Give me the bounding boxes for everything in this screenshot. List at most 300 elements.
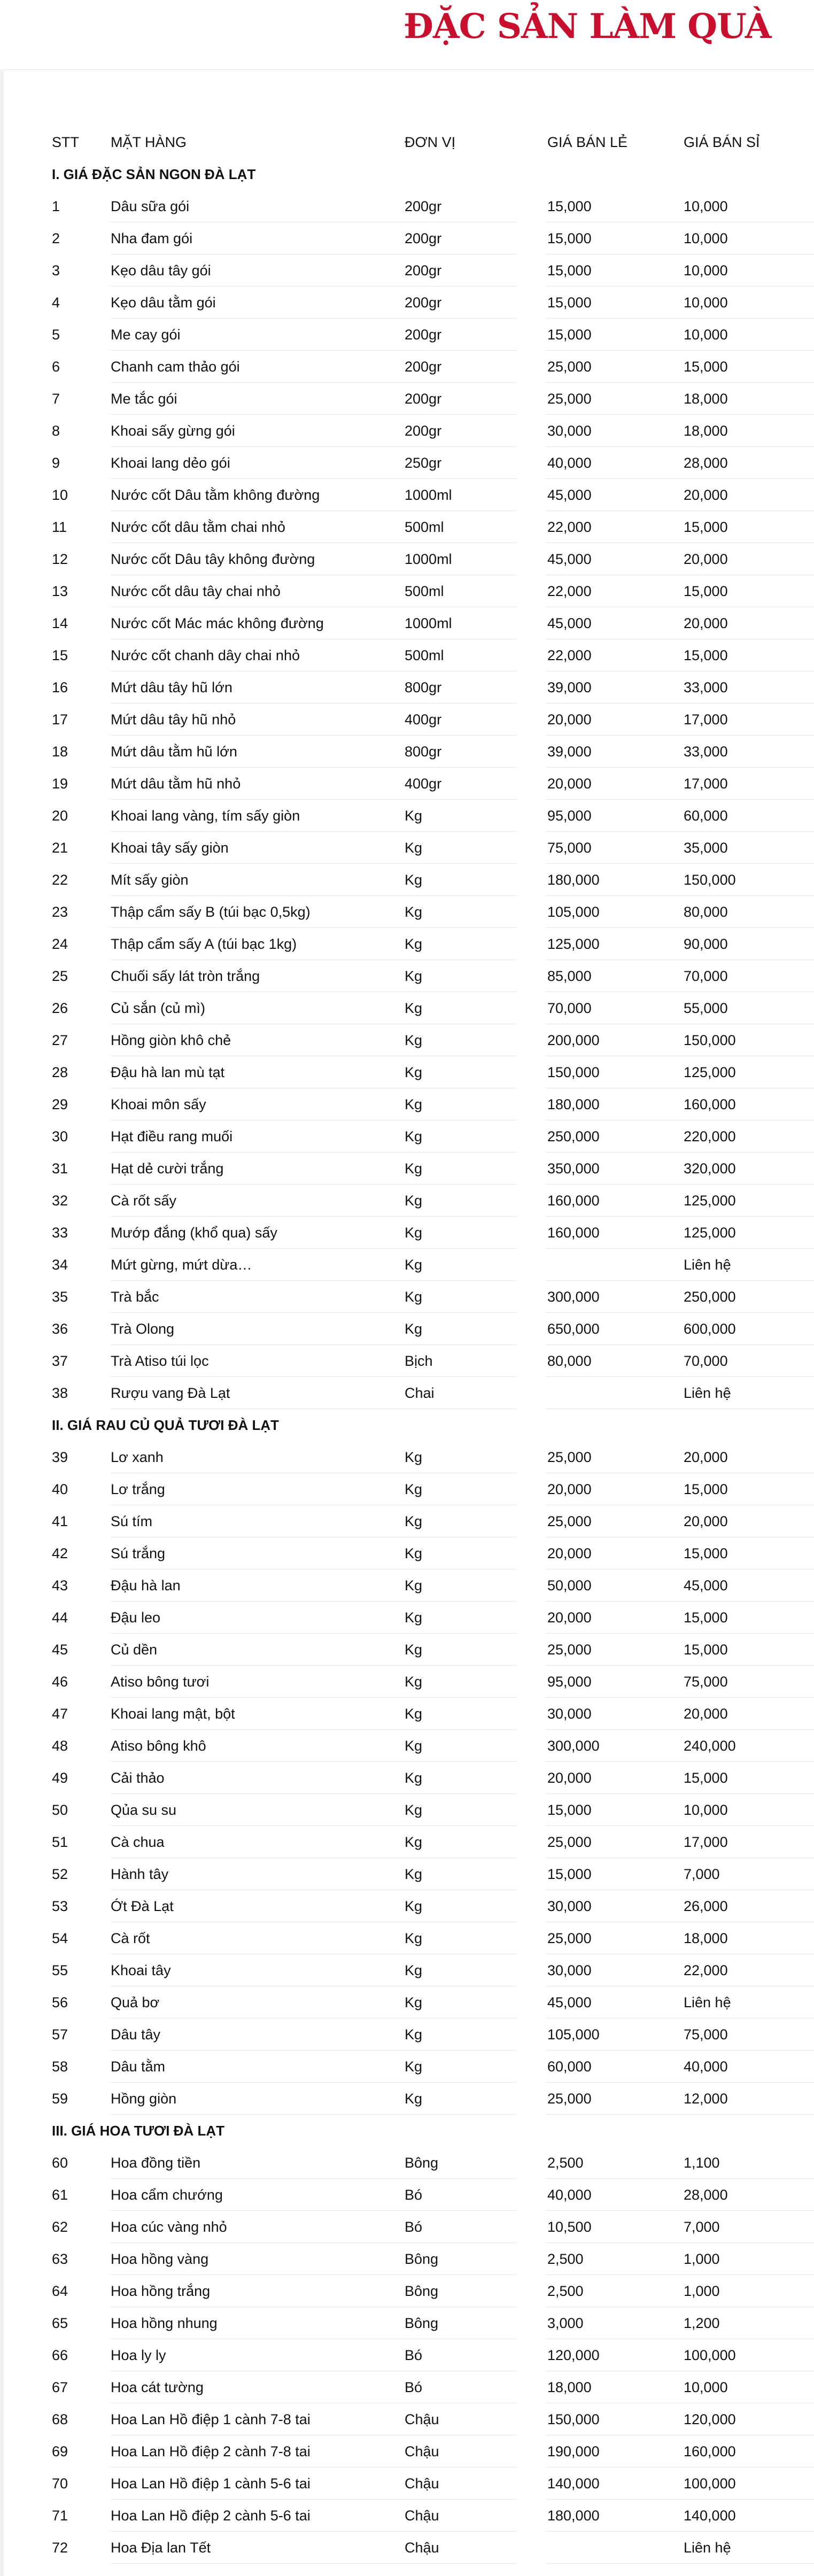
row-number-cell: 38 xyxy=(52,1385,68,1401)
unit-cell: Kg xyxy=(405,1898,423,1914)
wholesale-price-cell: Liên hệ xyxy=(684,2540,731,2556)
table-row xyxy=(52,2371,814,2403)
item-name-cell: Dâu tằm xyxy=(111,2059,166,2075)
table-row xyxy=(52,1473,814,1505)
table-row xyxy=(52,2275,814,2307)
item-name-cell: Kẹo dâu tây gói xyxy=(111,262,211,279)
row-number-cell: 47 xyxy=(52,1706,68,1722)
row-number-cell: 14 xyxy=(52,615,68,631)
row-number-cell: 31 xyxy=(52,1161,68,1177)
item-name-cell: Củ sắn (củ mì) xyxy=(111,1000,206,1016)
wholesale-price-cell: 15,000 xyxy=(684,519,728,535)
wholesale-price-cell: 35,000 xyxy=(684,840,728,856)
unit-cell: 200gr xyxy=(405,295,442,311)
retail-price-cell: 15,000 xyxy=(547,262,592,279)
table-row xyxy=(52,319,814,351)
table-row xyxy=(52,511,814,543)
retail-price-cell: 350,000 xyxy=(547,1161,600,1177)
unit-cell: 1000ml xyxy=(405,487,452,503)
wholesale-price-cell: 150,000 xyxy=(684,1032,736,1048)
row-number-cell: 1 xyxy=(52,198,60,214)
item-name-cell: Kẹo dâu tằm gói xyxy=(111,295,216,311)
site-logo[interactable]: ĐẶC SẢN LÀM QUÀ xyxy=(404,6,771,47)
table-row xyxy=(52,415,814,447)
table-row xyxy=(52,1217,814,1249)
table-row xyxy=(52,1954,814,1986)
item-name-cell: Cà chua xyxy=(111,1834,165,1850)
unit-cell: 500ml xyxy=(405,647,444,663)
unit-cell: 400gr xyxy=(405,776,442,792)
table-row xyxy=(52,2083,814,2115)
unit-cell: Bông xyxy=(405,2283,439,2299)
table-row xyxy=(52,1537,814,1569)
row-number-cell: 50 xyxy=(52,1802,68,1818)
unit-cell: Kg xyxy=(405,1321,423,1337)
wholesale-price-cell: 150,000 xyxy=(684,872,736,888)
table-row xyxy=(52,1666,814,1698)
table-row xyxy=(52,1088,814,1120)
section-heading-row xyxy=(52,2115,814,2147)
row-number-cell: 13 xyxy=(52,583,68,599)
row-number-cell: 33 xyxy=(52,1225,68,1241)
table-row xyxy=(52,1698,814,1730)
retail-price-cell: 2,500 xyxy=(547,2283,584,2299)
wholesale-price-cell: 15,000 xyxy=(684,583,728,599)
table-row xyxy=(52,190,814,222)
unit-cell: Kg xyxy=(405,2091,423,2107)
retail-price-cell: 75,000 xyxy=(547,840,592,856)
wholesale-price-cell: 15,000 xyxy=(684,1610,728,1626)
item-name-cell: Ớt Đà Lạt xyxy=(111,1898,174,1914)
unit-cell: Kg xyxy=(405,1513,423,1529)
retail-price-cell: 20,000 xyxy=(547,1481,592,1497)
table-row xyxy=(52,2147,814,2179)
wholesale-price-cell: 160,000 xyxy=(684,1096,736,1112)
section-title: I. GIÁ ĐẶC SẢN NGON ĐÀ LẠT xyxy=(52,166,256,182)
retail-price-cell: 39,000 xyxy=(547,679,592,695)
row-number-cell: 5 xyxy=(52,327,60,343)
item-name-cell: Hồng giòn xyxy=(111,2091,177,2107)
item-name-cell: Mứt gừng, mứt dừa… xyxy=(111,1257,252,1273)
row-number-cell: 24 xyxy=(52,936,68,952)
item-name-cell: Khoai môn sấy xyxy=(111,1096,206,1112)
retail-price-cell: 15,000 xyxy=(547,327,592,343)
unit-cell: Kg xyxy=(405,1738,423,1754)
unit-cell: Chậu xyxy=(405,2508,439,2524)
item-name-cell: Hạt dẻ cười trắng xyxy=(111,1161,224,1177)
row-number-cell: 67 xyxy=(52,2379,68,2395)
unit-cell: Kg xyxy=(405,1257,423,1273)
row-number-cell: 41 xyxy=(52,1513,68,1529)
item-name-cell: Nước cốt dâu tằm chai nhỏ xyxy=(111,519,285,535)
item-name-cell: Đậu leo xyxy=(111,1610,161,1626)
item-name-cell: Thập cẩm sấy B (túi bạc 0,5kg) xyxy=(111,904,311,920)
item-name-cell: Nước cốt Dâu tằm không đường xyxy=(111,487,320,503)
row-number-cell: 3 xyxy=(52,262,60,279)
unit-cell: Kg xyxy=(405,1289,423,1305)
wholesale-price-cell: Liên hệ xyxy=(684,1994,731,2010)
retail-price-cell: 45,000 xyxy=(547,487,592,503)
wholesale-price-cell: 80,000 xyxy=(684,904,728,920)
wholesale-price-cell: 15,000 xyxy=(684,1545,728,1561)
table-row xyxy=(52,447,814,479)
retail-price-cell: 190,000 xyxy=(547,2443,600,2459)
table-row xyxy=(52,768,814,800)
table-row xyxy=(52,1730,814,1762)
item-name-cell: Chanh cam thảo gói xyxy=(111,359,240,375)
unit-cell: 500ml xyxy=(405,583,444,599)
item-name-cell: Hoa hồng trắng xyxy=(111,2283,211,2299)
retail-price-cell: 105,000 xyxy=(547,2026,600,2043)
wholesale-price-cell: 17,000 xyxy=(684,711,728,728)
table-row xyxy=(52,543,814,575)
wholesale-price-cell: 20,000 xyxy=(684,1706,728,1722)
retail-price-cell: 30,000 xyxy=(547,1962,592,1978)
item-name-cell: Nước cốt chanh dây chai nhỏ xyxy=(111,647,300,663)
table-row xyxy=(52,1313,814,1345)
retail-price-cell: 120,000 xyxy=(547,2347,600,2363)
row-number-cell: 59 xyxy=(52,2091,68,2107)
wholesale-price-cell: 60,000 xyxy=(684,808,728,824)
unit-cell: Chậu xyxy=(405,2411,439,2427)
retail-price-cell: 150,000 xyxy=(547,2411,600,2427)
retail-price-cell: 25,000 xyxy=(547,1642,592,1658)
unit-cell: 200gr xyxy=(405,262,442,279)
left-edge-divider xyxy=(0,69,4,2576)
table-row xyxy=(52,351,814,383)
wholesale-price-cell: 600,000 xyxy=(684,1321,736,1337)
retail-price-cell: 45,000 xyxy=(547,551,592,567)
row-number-cell: 4 xyxy=(52,295,60,311)
column-header-item: MẶT HÀNG xyxy=(111,134,187,150)
unit-cell: Kg xyxy=(405,1706,423,1722)
row-number-cell: 6 xyxy=(52,359,60,375)
retail-price-cell: 50,000 xyxy=(547,1577,592,1593)
unit-cell: Kg xyxy=(405,1866,423,1882)
unit-cell: Kg xyxy=(405,840,423,856)
unit-cell: 400gr xyxy=(405,711,442,728)
wholesale-price-cell: 125,000 xyxy=(684,1225,736,1241)
wholesale-price-cell: 20,000 xyxy=(684,551,728,567)
retail-price-cell: 30,000 xyxy=(547,423,592,439)
row-number-cell: 60 xyxy=(52,2155,68,2171)
retail-price-cell: 250,000 xyxy=(547,1128,600,1144)
retail-price-cell: 25,000 xyxy=(547,1834,592,1850)
row-number-cell: 56 xyxy=(52,1994,68,2010)
wholesale-price-cell: 75,000 xyxy=(684,1674,728,1690)
retail-price-cell: 15,000 xyxy=(547,230,592,246)
wholesale-price-cell: 125,000 xyxy=(684,1193,736,1209)
row-number-cell: 42 xyxy=(52,1545,68,1561)
row-number-cell: 62 xyxy=(52,2219,68,2235)
retail-price-cell: 300,000 xyxy=(547,1289,600,1305)
wholesale-price-cell: 1,000 xyxy=(684,2251,720,2267)
wholesale-price-cell: 18,000 xyxy=(684,1930,728,1946)
table-row xyxy=(52,703,814,736)
row-number-cell: 46 xyxy=(52,1674,68,1690)
wholesale-price-cell: 20,000 xyxy=(684,1449,728,1465)
item-name-cell: Cà rốt xyxy=(111,1930,150,1946)
table-row xyxy=(52,2243,814,2275)
unit-cell: Chậu xyxy=(405,2443,439,2459)
wholesale-price-cell: 20,000 xyxy=(684,487,728,503)
section-title: III. GIÁ HOA TƯƠI ĐÀ LẠT xyxy=(52,2123,224,2139)
table-row xyxy=(52,2211,814,2243)
wholesale-price-cell: 100,000 xyxy=(684,2476,736,2492)
row-number-cell: 26 xyxy=(52,1000,68,1016)
unit-cell: Kg xyxy=(405,1962,423,1978)
unit-cell: 200gr xyxy=(405,230,442,246)
unit-cell: Bó xyxy=(405,2219,423,2235)
row-number-cell: 30 xyxy=(52,1128,68,1144)
table-row xyxy=(52,1345,814,1377)
row-number-cell: 54 xyxy=(52,1930,68,1946)
item-name-cell: Hoa Lan Hồ điệp 1 cành 7-8 tai xyxy=(111,2411,311,2427)
table-row xyxy=(52,1281,814,1313)
retail-price-cell: 20,000 xyxy=(547,711,592,728)
column-header-unit: ĐƠN VỊ xyxy=(405,134,456,150)
wholesale-price-cell: 70,000 xyxy=(684,968,728,984)
wholesale-price-cell: 15,000 xyxy=(684,1642,728,1658)
table-row xyxy=(52,1505,814,1537)
unit-cell: Bó xyxy=(405,2187,423,2203)
retail-price-cell: 40,000 xyxy=(547,2187,592,2203)
row-number-cell: 36 xyxy=(52,1321,68,1337)
retail-price-cell: 2,500 xyxy=(547,2251,584,2267)
item-name-cell: Hoa cẩm chướng xyxy=(111,2187,223,2203)
item-name-cell: Lơ trắng xyxy=(111,1481,165,1497)
unit-cell: Chậu xyxy=(405,2540,439,2556)
wholesale-price-cell: 15,000 xyxy=(684,1481,728,1497)
row-number-cell: 9 xyxy=(52,455,60,471)
row-number-cell: 7 xyxy=(52,391,60,407)
row-number-cell: 16 xyxy=(52,679,68,695)
table-row xyxy=(52,2018,814,2051)
wholesale-price-cell: 10,000 xyxy=(684,198,728,214)
row-number-cell: 57 xyxy=(52,2026,68,2043)
row-number-cell: 69 xyxy=(52,2443,68,2459)
unit-cell: 1000ml xyxy=(405,551,452,567)
item-name-cell: Hoa Lan Hồ điệp 2 cành 7-8 tai xyxy=(111,2443,311,2459)
table-row xyxy=(52,800,814,832)
unit-cell: 800gr xyxy=(405,744,442,760)
wholesale-price-cell: Liên hệ xyxy=(684,1385,731,1401)
wholesale-price-cell: 10,000 xyxy=(684,2379,728,2395)
unit-cell: Kg xyxy=(405,1481,423,1497)
site-header xyxy=(0,0,814,70)
retail-price-cell: 160,000 xyxy=(547,1193,600,1209)
unit-cell: Kg xyxy=(405,1770,423,1786)
retail-price-cell: 95,000 xyxy=(547,1674,592,1690)
row-number-cell: 12 xyxy=(52,551,68,567)
retail-price-cell: 20,000 xyxy=(547,776,592,792)
wholesale-price-cell: 15,000 xyxy=(684,359,728,375)
row-number-cell: 61 xyxy=(52,2187,68,2203)
retail-price-cell: 40,000 xyxy=(547,455,592,471)
table-row xyxy=(52,1890,814,1922)
item-name-cell: Mít sấy giòn xyxy=(111,872,189,888)
table-row xyxy=(52,2339,814,2371)
retail-price-cell: 180,000 xyxy=(547,2508,600,2524)
wholesale-price-cell: 15,000 xyxy=(684,647,728,663)
row-number-cell: 29 xyxy=(52,1096,68,1112)
table-row xyxy=(52,1377,814,1409)
wholesale-price-cell: 1,000 xyxy=(684,2283,720,2299)
wholesale-price-cell: 20,000 xyxy=(684,615,728,631)
unit-cell: Kg xyxy=(405,1225,423,1241)
item-name-cell: Khoai sấy gừng gói xyxy=(111,423,235,439)
unit-cell: 200gr xyxy=(405,327,442,343)
retail-price-cell: 39,000 xyxy=(547,744,592,760)
row-number-cell: 49 xyxy=(52,1770,68,1786)
row-number-cell: 63 xyxy=(52,2251,68,2267)
item-name-cell: Cà rốt sấy xyxy=(111,1193,177,1209)
row-number-cell: 18 xyxy=(52,744,68,760)
row-number-cell: 55 xyxy=(52,1962,68,1978)
retail-price-cell: 95,000 xyxy=(547,808,592,824)
wholesale-price-cell: 140,000 xyxy=(684,2508,736,2524)
row-number-cell: 51 xyxy=(52,1834,68,1850)
item-name-cell: Hồng giòn khô chẻ xyxy=(111,1032,231,1048)
item-name-cell: Atiso bông khô xyxy=(111,1738,206,1754)
table-row xyxy=(52,896,814,928)
item-name-cell: Me tắc gói xyxy=(111,391,177,407)
retail-price-cell: 15,000 xyxy=(547,295,592,311)
section-heading-row xyxy=(52,158,814,190)
unit-cell: Kg xyxy=(405,1449,423,1465)
item-name-cell: Hoa đồng tiền xyxy=(111,2155,201,2171)
table-row xyxy=(52,2435,814,2467)
row-number-cell: 43 xyxy=(52,1577,68,1593)
unit-cell: 200gr xyxy=(405,391,442,407)
unit-cell: Bó xyxy=(405,2379,423,2395)
unit-cell: Kg xyxy=(405,1642,423,1658)
table-row xyxy=(52,992,814,1024)
row-number-cell: 21 xyxy=(52,840,68,856)
row-number-cell: 40 xyxy=(52,1481,68,1497)
table-row xyxy=(52,1602,814,1634)
item-name-cell: Thập cẩm sấy A (túi bạc 1kg) xyxy=(111,936,297,952)
item-name-cell: Hoa hồng vàng xyxy=(111,2251,209,2267)
retail-price-cell: 3,000 xyxy=(547,2315,584,2331)
row-number-cell: 65 xyxy=(52,2315,68,2331)
item-name-cell: Mứt dâu tằm hũ nhỏ xyxy=(111,776,241,792)
row-number-cell: 20 xyxy=(52,808,68,824)
item-name-cell: Khoai lang dẻo gói xyxy=(111,455,230,471)
table-row xyxy=(52,1056,814,1088)
wholesale-price-cell: 55,000 xyxy=(684,1000,728,1016)
wholesale-price-cell: 22,000 xyxy=(684,1962,728,1978)
table-row xyxy=(52,2307,814,2339)
column-header-wholesale-price: GIÁ BÁN SỈ xyxy=(684,134,760,150)
table-header-row xyxy=(52,126,814,158)
wholesale-price-cell: 33,000 xyxy=(684,679,728,695)
table-row xyxy=(52,671,814,703)
wholesale-price-cell: 10,000 xyxy=(684,262,728,279)
wholesale-price-cell: 18,000 xyxy=(684,391,728,407)
row-number-cell: 32 xyxy=(52,1193,68,1209)
wholesale-price-cell: 7,000 xyxy=(684,1866,720,1882)
row-number-cell: 53 xyxy=(52,1898,68,1914)
unit-cell: Kg xyxy=(405,936,423,952)
item-name-cell: Atiso bông tươi xyxy=(111,1674,210,1690)
item-name-cell: Khoai lang mật, bột xyxy=(111,1706,235,1722)
unit-cell: 800gr xyxy=(405,679,442,695)
retail-price-cell: 70,000 xyxy=(547,1000,592,1016)
table-row xyxy=(52,1986,814,2018)
item-name-cell: Nha đam gói xyxy=(111,230,193,246)
unit-cell: 200gr xyxy=(405,359,442,375)
item-name-cell: Khoai tây xyxy=(111,1962,171,1978)
row-number-cell: 52 xyxy=(52,1866,68,1882)
unit-cell: Bông xyxy=(405,2155,439,2171)
table-row xyxy=(52,575,814,607)
item-name-cell: Hoa Địa lan Tết xyxy=(111,2540,211,2556)
wholesale-price-cell: 320,000 xyxy=(684,1161,736,1177)
retail-price-cell: 20,000 xyxy=(547,1545,592,1561)
wholesale-price-cell: 7,000 xyxy=(684,2219,720,2235)
row-number-cell: 22 xyxy=(52,872,68,888)
retail-price-cell: 15,000 xyxy=(547,1802,592,1818)
table-row xyxy=(52,2179,814,2211)
wholesale-price-cell: 17,000 xyxy=(684,776,728,792)
unit-cell: Kg xyxy=(405,1000,423,1016)
item-name-cell: Hoa Lan Hồ điệp 2 cành 5-6 tai xyxy=(111,2508,311,2524)
item-name-cell: Nước cốt Mác mác không đường xyxy=(111,615,324,631)
retail-price-cell: 20,000 xyxy=(547,1610,592,1626)
retail-price-cell: 25,000 xyxy=(547,359,592,375)
unit-cell: Bó xyxy=(405,2347,423,2363)
item-name-cell: Hoa ly ly xyxy=(111,2347,166,2363)
wholesale-price-cell: 17,000 xyxy=(684,1834,728,1850)
row-number-cell: 70 xyxy=(52,2476,68,2492)
table-row xyxy=(52,1858,814,1890)
item-name-cell: Lơ xanh xyxy=(111,1449,164,1465)
row-number-cell: 39 xyxy=(52,1449,68,1465)
table-row xyxy=(52,1826,814,1858)
table-row xyxy=(52,1120,814,1152)
retail-price-cell: 15,000 xyxy=(547,1866,592,1882)
wholesale-price-cell: 10,000 xyxy=(684,1802,728,1818)
retail-price-cell: 25,000 xyxy=(547,1513,592,1529)
retail-price-cell: 45,000 xyxy=(547,1994,592,2010)
row-number-cell: 72 xyxy=(52,2540,68,2556)
wholesale-price-cell: 26,000 xyxy=(684,1898,728,1914)
wholesale-price-cell: 15,000 xyxy=(684,1770,728,1786)
unit-cell: 500ml xyxy=(405,519,444,535)
table-row xyxy=(52,2403,814,2435)
item-name-cell: Mướp đắng (khổ qua) sấy xyxy=(111,1225,277,1241)
wholesale-price-cell: 220,000 xyxy=(684,1128,736,1144)
retail-price-cell: 160,000 xyxy=(547,1225,600,1241)
row-number-cell: 28 xyxy=(52,1064,68,1080)
unit-cell: 1000ml xyxy=(405,615,452,631)
row-number-cell: 44 xyxy=(52,1610,68,1626)
unit-cell: Chai xyxy=(405,1385,435,1401)
item-name-cell: Hoa cát tường xyxy=(111,2379,204,2395)
wholesale-price-cell: 40,000 xyxy=(684,2059,728,2075)
row-number-cell: 27 xyxy=(52,1032,68,1048)
retail-price-cell: 85,000 xyxy=(547,968,592,984)
wholesale-price-cell: 120,000 xyxy=(684,2411,736,2427)
item-name-cell: Me cay gói xyxy=(111,327,181,343)
unit-cell: Kg xyxy=(405,2059,423,2075)
wholesale-price-cell: 28,000 xyxy=(684,2187,728,2203)
row-number-cell: 71 xyxy=(52,2508,68,2524)
unit-cell: Kg xyxy=(405,1834,423,1850)
row-number-cell: 19 xyxy=(52,776,68,792)
wholesale-price-cell: 125,000 xyxy=(684,1064,736,1080)
